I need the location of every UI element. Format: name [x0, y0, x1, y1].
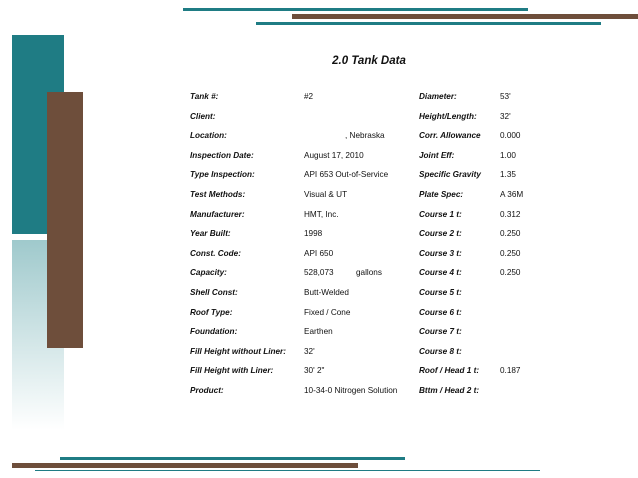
- field-label: Fill Height without Liner:: [190, 346, 286, 356]
- field-label: Fill Height with Liner:: [190, 366, 274, 376]
- bottom-teal-line-2: [35, 470, 540, 471]
- field-label: Shell Const:: [190, 288, 238, 297]
- table-row: [190, 364, 430, 378]
- table-row: [190, 384, 430, 398]
- field-value: Earthen: [304, 327, 333, 337]
- field-value: #2: [304, 92, 314, 101]
- field-label: Course 2 t:: [419, 229, 462, 239]
- field-value: A 36M: [500, 190, 524, 199]
- field-label: Course 5 t:: [419, 288, 462, 297]
- field-value: 0.250: [500, 268, 521, 278]
- field-label: Foundation:: [190, 327, 238, 337]
- top-teal-line-1: [183, 8, 528, 11]
- field-value: 10-34-0 Nitrogen Solution: [304, 386, 398, 395]
- field-label: Manufacturer:: [190, 209, 245, 219]
- field-label: Const. Code:: [190, 248, 241, 258]
- table-row: [419, 90, 619, 104]
- field-label: Test Methods:: [190, 190, 246, 199]
- table-row: [419, 364, 619, 378]
- table-row: [190, 168, 430, 182]
- field-unit: gallons: [356, 268, 382, 278]
- field-value: August 17, 2010: [304, 150, 364, 160]
- field-value: 528,073: [304, 268, 334, 278]
- field-value: 1998: [304, 229, 323, 239]
- field-label: Client:: [190, 111, 216, 121]
- field-label: Course 1 t:: [419, 209, 462, 219]
- field-value: 0.250: [500, 229, 521, 239]
- table-row: [190, 129, 430, 143]
- table-row: [419, 227, 619, 241]
- field-value: , Nebraska: [345, 131, 385, 141]
- field-value: Visual & UT: [304, 190, 348, 199]
- field-label: Course 7 t:: [419, 327, 462, 337]
- table-row: [190, 149, 430, 163]
- field-value: Butt-Welded: [304, 288, 349, 297]
- table-row: [419, 325, 619, 339]
- table-row: [190, 345, 430, 359]
- table-row: [419, 286, 619, 300]
- table-row: [190, 90, 430, 104]
- table-row: [419, 247, 619, 261]
- field-value: 1.35: [500, 170, 516, 180]
- page-title: 2.0 Tank Data: [332, 55, 406, 67]
- field-value: 32': [500, 111, 511, 121]
- table-row: [190, 208, 430, 222]
- field-label: Tank #:: [190, 92, 219, 101]
- table-row: [190, 188, 430, 202]
- field-label: Location:: [190, 131, 227, 141]
- table-row: [419, 168, 619, 182]
- field-label: Product:: [190, 386, 224, 395]
- field-label: Roof / Head 1 t:: [419, 366, 480, 376]
- field-label: Course 3 t:: [419, 248, 462, 258]
- field-label: Joint Eff:: [419, 150, 455, 160]
- field-label: Plate Spec:: [419, 190, 464, 199]
- field-value: Fixed / Cone: [304, 307, 351, 317]
- field-value: 30' 2": [304, 366, 325, 376]
- field-label: Course 4 t:: [419, 268, 462, 278]
- bottom-teal-line: [60, 457, 405, 460]
- table-row: [190, 286, 430, 300]
- bottom-brown-line: [12, 463, 358, 468]
- table-row: [419, 345, 619, 359]
- field-label: Course 6 t:: [419, 307, 462, 317]
- table-row: [419, 266, 619, 280]
- table-row: [419, 306, 619, 320]
- table-row: [190, 110, 430, 124]
- field-value: HMT, Inc.: [304, 209, 339, 219]
- table-row: [419, 188, 619, 202]
- field-label: Diameter:: [419, 92, 457, 101]
- field-label: Course 8 t:: [419, 346, 462, 356]
- field-label: Type Inspection:: [190, 170, 255, 180]
- table-row: [419, 208, 619, 222]
- left-brown-panel: [47, 92, 83, 348]
- field-label: Capacity:: [190, 268, 227, 278]
- field-label: Year Built:: [190, 229, 231, 239]
- field-value: 0.000: [500, 131, 521, 141]
- field-value: API 650: [304, 248, 334, 258]
- field-label: Inspection Date:: [190, 150, 254, 160]
- table-row: [419, 384, 619, 398]
- table-row: [190, 247, 430, 261]
- field-value: 0.187: [500, 366, 521, 376]
- field-label: Roof Type:: [190, 307, 233, 317]
- top-brown-line: [292, 14, 638, 19]
- field-label: Corr. Allowance: [419, 131, 481, 141]
- field-value: 0.250: [500, 248, 521, 258]
- field-label: Height/Length:: [419, 111, 477, 121]
- table-row: [190, 306, 430, 320]
- field-label: Specific Gravity: [419, 170, 481, 180]
- table-row: [419, 129, 619, 143]
- table-row: [419, 110, 619, 124]
- field-value: 0.312: [500, 209, 521, 219]
- field-value: 1.00: [500, 150, 516, 160]
- field-value: 53': [500, 92, 511, 101]
- table-row: [190, 227, 430, 241]
- table-row: [190, 325, 430, 339]
- field-label: Bttm / Head 2 t:: [419, 386, 480, 395]
- field-value: API 653 Out-of-Service: [304, 170, 389, 180]
- table-row: [190, 266, 430, 280]
- table-row: [419, 149, 619, 163]
- field-value: 32': [304, 346, 315, 356]
- top-teal-line-2: [256, 22, 601, 25]
